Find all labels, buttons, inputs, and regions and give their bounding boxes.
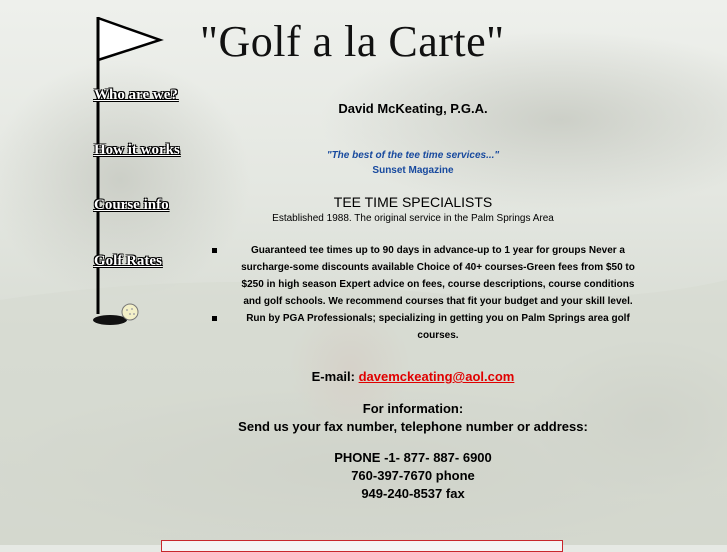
site-title: "Golf a la Carte" [200, 17, 505, 66]
list-item [212, 242, 644, 310]
quote-source: Sunset Magazine [372, 165, 454, 176]
fax-number: 949-240-8537 fax [361, 486, 465, 501]
nav-link-how-it-works[interactable]: How it works [94, 142, 180, 158]
feature-list [212, 242, 644, 344]
golf-ball-icon [122, 304, 138, 320]
email-link[interactable]: davemckeating@aol.com [358, 369, 515, 384]
phone-tollfree: PHONE -1- 877- 887- 6900 [334, 450, 492, 465]
established-text: Established 1988. The original service in the Palm Springs Area [272, 213, 554, 224]
bullet-square-icon [212, 248, 217, 253]
email-label: E-mail: [311, 369, 359, 384]
nav-link-golf-rates[interactable]: Golf Rates [94, 253, 162, 269]
press-quote: "The best of the tee time services..." [326, 150, 500, 161]
info-text: Send us your fax number, telephone number or address: [238, 419, 588, 434]
info-title: For information: [362, 401, 464, 416]
phone-local: 760-397-7670 phone [351, 468, 475, 483]
phone-block [200, 449, 626, 503]
nav-link-who-are-we[interactable]: Who are we? [94, 87, 178, 103]
info-block [200, 400, 626, 436]
golf-flag-icon [90, 14, 180, 329]
nav-link-course-info[interactable]: Course info [94, 197, 169, 213]
bullet-square-icon [212, 316, 217, 321]
feature-text: Run by PGA Professionals; specializing in getting you on Palm Springs area golf courses. [246, 313, 630, 341]
email-line [200, 369, 626, 384]
feature-text: Guaranteed tee times up to 90 days in advance-up to 1 year for groups Never a surcharge-some discounts available Choice of 40+ courses-Green fees from $50 to $250 in high season Expert advice on fees, course descriptions, course conditions and golf schools. We recommend courses that fit your budget and your skill level. [241, 245, 635, 307]
section-heading: TEE TIME SPECIALISTS [333, 194, 493, 210]
bottom-box [161, 540, 563, 552]
list-item [212, 310, 644, 344]
author-name: David McKeating, P.G.A. [338, 101, 488, 116]
